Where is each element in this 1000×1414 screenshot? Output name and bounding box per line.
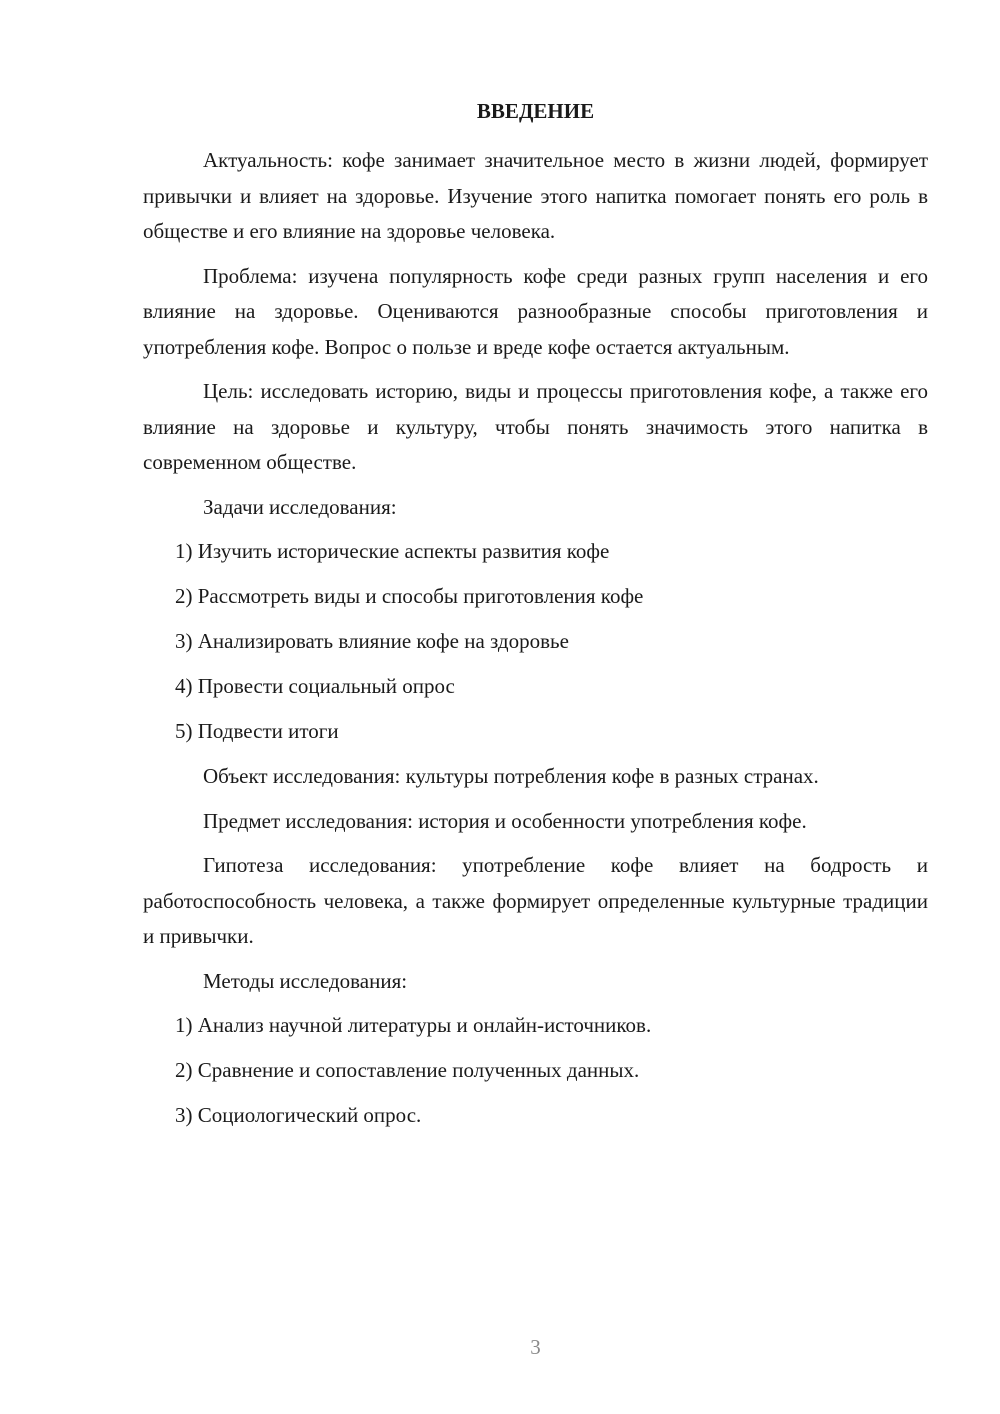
page-number: 3 — [530, 1335, 541, 1359]
tasks-heading: Задачи исследования: — [203, 494, 397, 519]
tasks-list — [143, 534, 928, 750]
hypothesis-paragraph: Гипотеза исследования: употребление кофе влияет на бодрость и работоспособность человека, а также формирует определенные культурные традиции и привычки. — [143, 853, 928, 948]
task-item: 2) Рассмотреть виды и способы приготовления кофе — [175, 584, 644, 608]
problem-paragraph: Проблема: изучена популярность кофе среди разных групп населения и его влияние на здоровье. Оцениваются разнообразные способы приготовления и употребления кофе. Вопрос о пользе и вреде кофе остается актуальным. — [143, 263, 928, 359]
methods-heading: Методы исследования: — [203, 968, 408, 993]
relevance-paragraph: Актуальность: кофе занимает значительное место в жизни людей, формирует привычки и влияет на здоровье. Изучение этого напитка помогает понять его роль в обществе и его влияние на здоровье человека. — [143, 148, 928, 243]
subject-paragraph: Предмет исследования: история и особенности употребления кофе. — [203, 808, 807, 833]
document-page — [143, 0, 928, 1414]
task-item: 1) Изучить исторические аспекты развития кофе — [175, 539, 610, 563]
document-body — [143, 143, 928, 1143]
object-paragraph: Объект исследования: культуры потребления кофе в разных странах. — [203, 764, 819, 788]
task-item: 3) Анализировать влияние кофе на здоровье — [175, 629, 569, 653]
page-title: ВВЕДЕНИЕ — [476, 99, 595, 123]
method-item: 2) Сравнение и сопоставление полученных данных. — [175, 1058, 640, 1082]
methods-list — [143, 1008, 928, 1134]
task-item: 4) Провести социальный опрос — [175, 674, 455, 698]
method-item: 1) Анализ научной литературы и онлайн-источников. — [175, 1013, 652, 1037]
method-item: 3) Социологический опрос. — [175, 1103, 422, 1127]
task-item: 5) Подвести итоги — [175, 719, 339, 743]
goal-paragraph: Цель: исследовать историю, виды и процессы приготовления кофе, а также его влияние на здоровье и культуру, чтобы понять значимость этого напитка в современном обществе. — [143, 379, 928, 474]
